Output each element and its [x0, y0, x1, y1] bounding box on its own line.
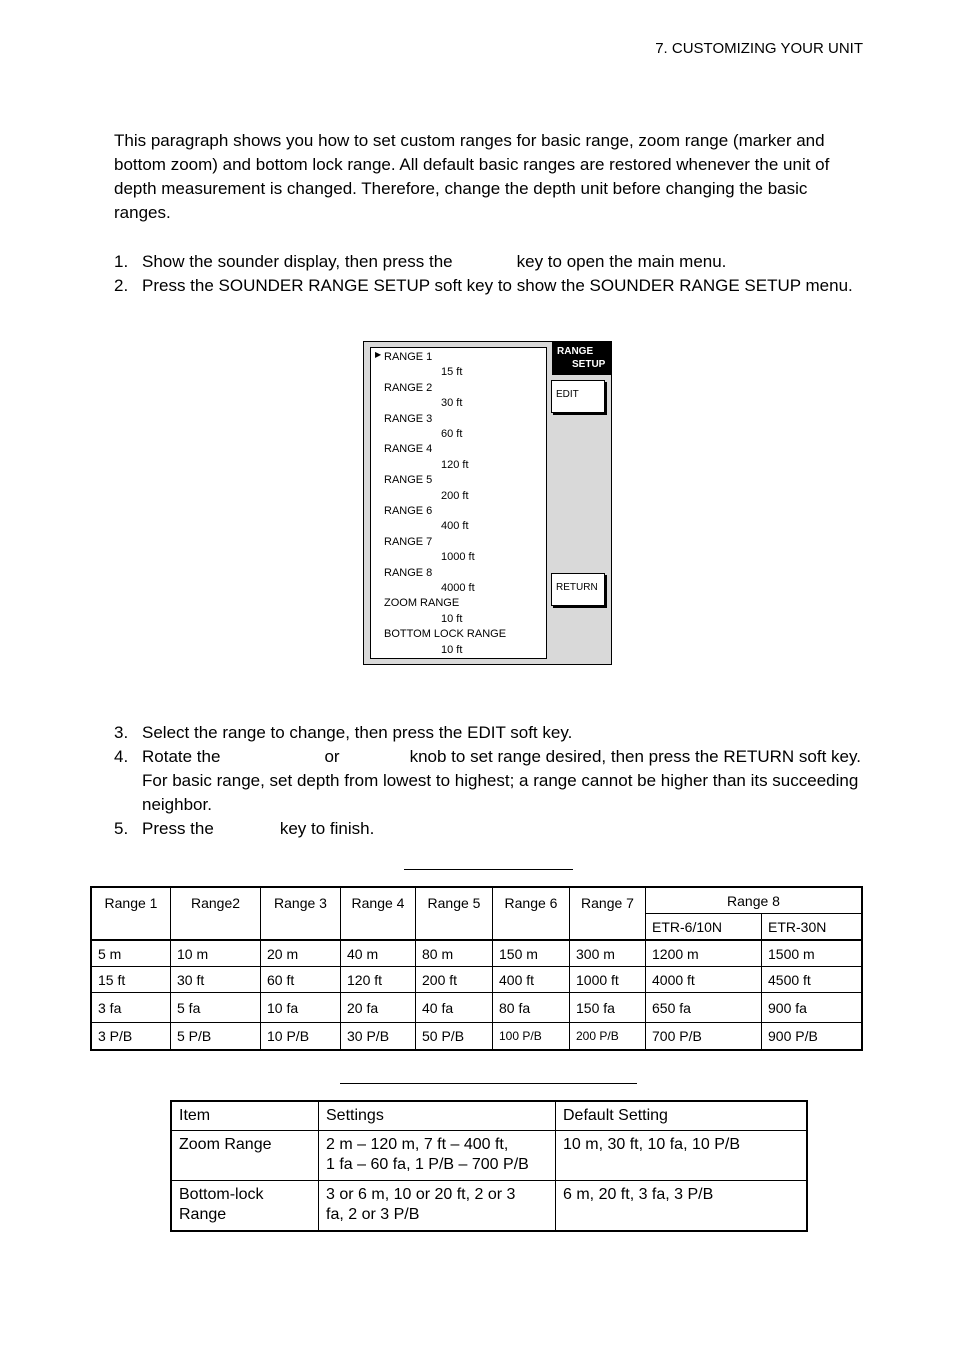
table-row: Zoom Range 2 m – 120 m, 7 ft – 400 ft, 1 fa – 60 fa, 1 P/B – 700 P/B 10 m, 30 ft, 10 fa, 10 P/B — [171, 1131, 807, 1181]
table-row: ETR-6/10N ETR-30N — [91, 914, 862, 941]
return-soft-key[interactable]: RETURN — [551, 573, 605, 606]
section-header: 7. CUSTOMIZING YOUR UNIT — [655, 40, 863, 57]
table-row: Item Settings Default Setting — [171, 1101, 807, 1131]
intro-paragraph: This paragraph shows you how to set custom ranges for basic range, zoom range (marker and bottom zoom) and bottom lock range. All default basic ranges are restored whenever the unit of depth measurement is changed. Therefore, change the depth unit before changing the basic ranges. — [114, 131, 830, 222]
basic-range-table — [90, 886, 863, 1051]
range-setup-menu: ▶ RANGE 1 15 ft RANGE 2 30 ft RANGE 3 60 ft RANGE 4 120 ft RANGE 5 200 ft RANGE 6 400 ft RANGE 7 1000 ft RANGE 8 4000 ft ZOOM RANGE 10 ft BOTTOM LOCK RANGE 10 ft — [370, 347, 547, 659]
step-2: 2. Press the SOUNDER RANGE SETUP soft key to show the SOUNDER RANGE SETUP menu. — [114, 276, 853, 295]
table-row: Bottom-lock Range 3 or 6 m, 10 or 20 ft, 2 or 3 fa, 2 or 3 P/B 6 m, 20 ft, 3 fa, 3 P/B — [171, 1181, 807, 1231]
edit-soft-key[interactable]: EDIT — [551, 380, 605, 413]
zoom-bottom-lock-settings-table — [170, 1100, 808, 1232]
steps-list-b — [114, 721, 874, 841]
step-1: 1. Show the sounder display, then press the key to open the main menu. — [114, 252, 727, 271]
range-setup-screen — [363, 341, 612, 665]
table-row: Range 1 Range2 Range 3 Range 4 Range 5 Range 6 Range 7 Range 8 — [91, 887, 862, 914]
step-4: 4. Rotate the or knob to set range desired, then press the RETURN soft key. For basic range, set depth from lowest to highest; a range cannot be higher than its succeeding neighbor. — [114, 747, 861, 814]
settings-table-title-rule — [340, 1083, 637, 1084]
cursor-arrow-icon: ▶ — [375, 350, 382, 359]
step-5: 5. Press the key to finish. — [114, 819, 375, 838]
table-row: 5 m 10 m 20 m 40 m 80 m 150 m 300 m 1200 m 1500 m — [91, 940, 862, 967]
table-row: 15 ft 30 ft 60 ft 120 ft 200 ft 400 ft 1000 ft 4000 ft 4500 ft — [91, 967, 862, 993]
range-setup-title: RANGE SETUP — [552, 342, 612, 375]
steps-list-a — [114, 250, 874, 298]
table-row: 3 P/B 5 P/B 10 P/B 30 P/B 50 P/B 100 P/B 200 P/B 700 P/B 900 P/B — [91, 1023, 862, 1050]
step-3: 3. Select the range to change, then press the EDIT soft key. — [114, 723, 573, 742]
range-table-title-rule — [404, 869, 573, 870]
table-row: 3 fa 5 fa 10 fa 20 fa 40 fa 80 fa 150 fa 650 fa 900 fa — [91, 993, 862, 1023]
